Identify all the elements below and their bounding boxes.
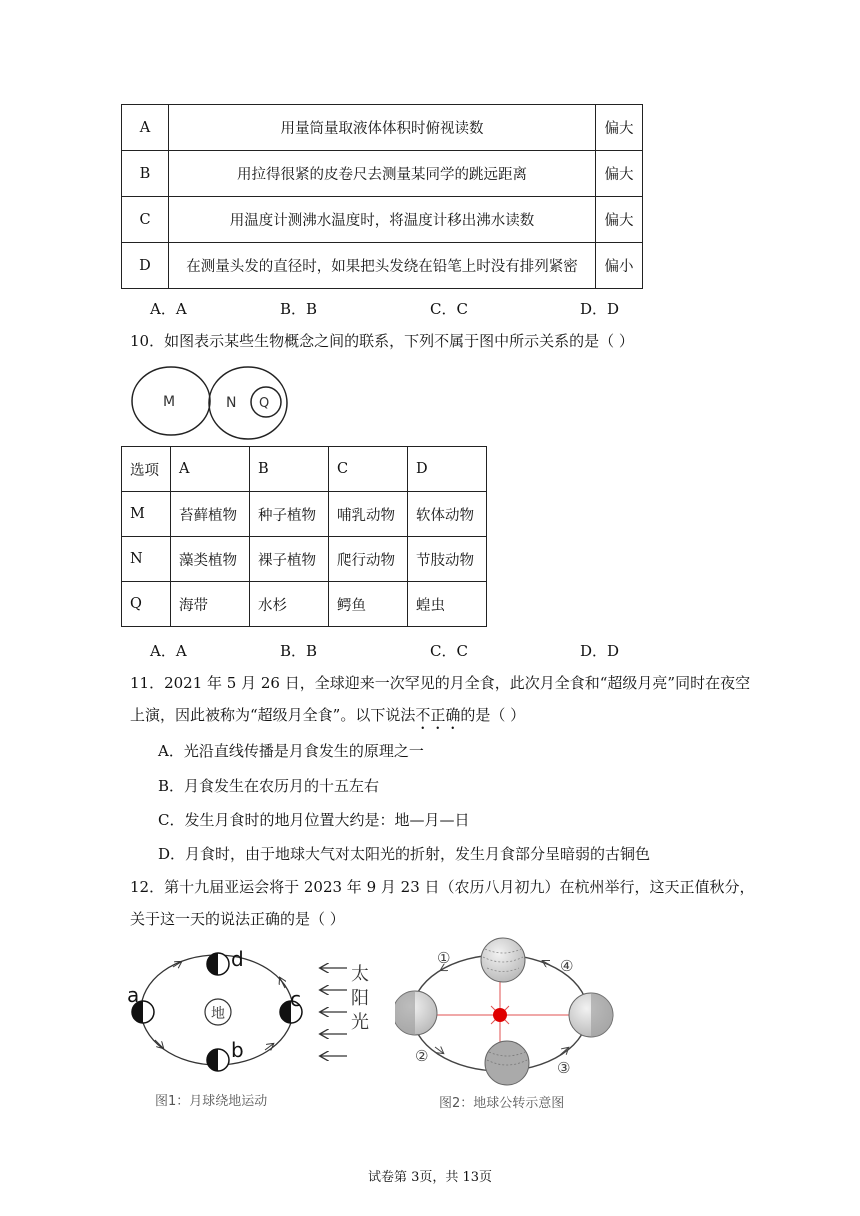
earth-top [481,938,525,982]
table-cell: 爬行动物 [329,537,408,582]
table-cell: 偏大 [596,151,643,197]
table-row [122,197,643,243]
sunlight-char-1: 太 [351,964,369,985]
label-2: ② [415,1047,429,1065]
option-b[interactable]: B．B [280,300,318,318]
option-b[interactable]: B．B [280,642,318,660]
table-cell: D [408,447,487,492]
table-cell: 哺乳动物 [329,492,408,537]
q12-stem-line2: 关于这一天的说法正确的是（ ） [130,910,345,928]
earth-bottom [485,1041,529,1085]
q11-stem-part: 的是（ ） [460,706,526,724]
table-cell: 用温度计测沸水温度时，将温度计移出沸水读数 [169,197,596,243]
option-a[interactable]: A．A [150,642,187,660]
table-cell: A [122,105,169,151]
table-cell: 种子植物 [250,492,329,537]
table-cell: 偏大 [596,105,643,151]
q11-stem-line2 [130,704,525,733]
sun-dot [493,1008,507,1022]
venn-label-q: Q [259,396,270,411]
table-cell: 鳄鱼 [329,582,408,627]
option-d[interactable]: D．D [580,642,620,660]
biology-concepts-table [121,446,487,627]
moon-b [207,1049,229,1071]
label-c: c [290,987,301,1011]
table-cell: D [122,243,169,289]
table-row [122,537,487,582]
table-cell: B [250,447,329,492]
earth-right [569,993,613,1037]
table-row [122,243,643,289]
table-cell: 偏大 [596,197,643,243]
sunlight-char-3: 光 [351,1012,369,1033]
q11-stem-line1: 11．2021 年 5 月 26 日，全球迎来一次罕见的月全食，此次月全食和“超级月亮”同时在夜空 [130,674,751,692]
table-cell: 节肢动物 [408,537,487,582]
earth-label: 地 [211,1006,225,1022]
table-cell: 选项 [122,447,171,492]
figure1-moon-orbit [125,940,385,1115]
q10-stem: 10．如图表示某些生物概念之间的联系，下列不属于图中所示关系的是（ ） [130,332,634,350]
option-d[interactable]: D．D [580,300,620,318]
table-cell: C [122,197,169,243]
q11-option-a[interactable]: A．光沿直线传播是月食发生的原理之一 [158,742,424,760]
table-cell: C [329,447,408,492]
table-cell: 苔藓植物 [171,492,250,537]
table-cell: 偏小 [596,243,643,289]
venn-label-m: M [163,394,176,410]
venn-label-n: N [226,395,237,411]
label-3: ③ [557,1059,571,1077]
table-cell: N [122,537,171,582]
table-cell: A [171,447,250,492]
option-c[interactable]: C．C [430,642,468,660]
q11-stem-part: 上演，因此被称为“超级月全食”。以下说法 [130,706,416,724]
table-row [122,582,487,627]
table-cell: 在测量头发的直径时，如果把头发绕在铅笔上时没有排列紧密 [169,243,596,289]
venn-diagram [130,365,300,445]
table-cell: 用量筒量取液体体积时俯视读数 [169,105,596,151]
table-cell: Q [122,582,171,627]
page-footer: 试卷第 3页，共 13页 [367,1170,493,1185]
table-row [122,151,643,197]
figure2-earth-revolution [395,935,635,1120]
table-row [122,105,643,151]
table-row [122,492,487,537]
table-cell: 藻类植物 [171,537,250,582]
option-c[interactable]: C．C [430,300,468,318]
q12-stem-line1: 12．第十九届亚运会将于 2023 年 9 月 23 日（农历八月初九）在杭州举行，这天正值秋分， [130,878,755,896]
table-row [122,447,487,492]
earth-left [395,991,437,1035]
figure2-caption: 图2：地球公转示意图 [439,1096,565,1111]
table-cell: 裸子植物 [250,537,329,582]
table-cell: 用拉得很紧的皮卷尺去测量某同学的跳远距离 [169,151,596,197]
table-cell: B [122,151,169,197]
table-cell: 海带 [171,582,250,627]
q11-option-d[interactable]: D．月食时，由于地球大气对太阳光的折射，发生月食部分呈暗弱的古铜色 [158,845,651,863]
label-4: ④ [560,957,574,975]
measurement-error-table [121,104,643,289]
table-cell: 软体动物 [408,492,487,537]
option-a[interactable]: A．A [150,300,187,318]
table-cell: 水杉 [250,582,329,627]
table-cell: 蝗虫 [408,582,487,627]
label-b: b [231,1038,244,1062]
q11-option-b[interactable]: B．月食发生在农历月的十五左右 [158,777,380,795]
label-d: d [231,947,244,971]
label-a: a [127,983,140,1007]
q11-option-c[interactable]: C．发生月食时的地月位置大约是：地—月—日 [158,811,470,829]
label-1: ① [437,949,451,967]
q11-emphasis: 不正确 [415,706,461,724]
moon-d [207,953,229,975]
figure1-caption: 图1：月球绕地运动 [155,1094,268,1109]
sunlight-char-2: 阳 [351,988,369,1009]
table-cell: M [122,492,171,537]
